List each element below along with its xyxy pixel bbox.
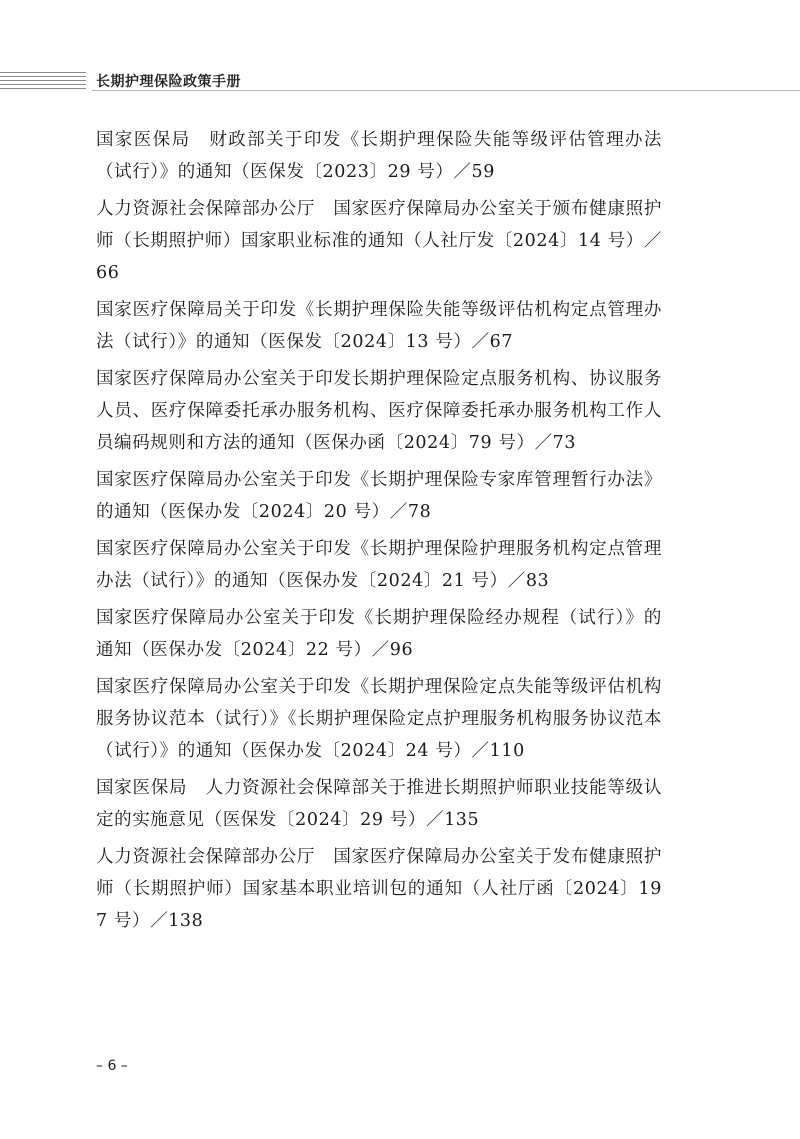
- toc-list: [96, 124, 662, 942]
- toc-entry[interactable]: 国家医保局 人力资源社会保障部关于推进长期照护师职业技能等级认定的实施意见（医保发〔2024〕29 号）／135: [96, 778, 662, 830]
- toc-entry[interactable]: 国家医疗保障局办公室关于印发《长期护理保险经办规程（试行）》的通知（医保办发〔2024〕22 号）／96: [96, 608, 662, 660]
- header-decorative-lines: [0, 72, 86, 90]
- toc-entry[interactable]: 国家医疗保障局关于印发《长期护理保险失能等级评估机构定点管理办法（试行）》的通知（医保发〔2024〕13 号）／67: [96, 300, 662, 352]
- running-header: [0, 70, 800, 92]
- toc-entry[interactable]: 国家医疗保障局办公室关于印发长期护理保险定点服务机构、协议服务人员、医疗保障委托承办服务机构、医疗保障委托承办服务机构工作人员编码规则和方法的通知（医保办函〔2024〕79 号）／73: [96, 369, 662, 453]
- header-title: 长期护理保险政策手册: [96, 74, 241, 90]
- header-rule: [92, 90, 800, 91]
- toc-entry[interactable]: 国家医疗保障局办公室关于印发《长期护理保险专家库管理暂行办法》的通知（医保办发〔2024〕20 号）／78: [96, 470, 662, 522]
- toc-entry[interactable]: 国家医疗保障局办公室关于印发《长期护理保险定点失能等级评估机构服务协议范本（试行）》《长期护理保险定点护理服务机构服务协议范本（试行）》的通知（医保办发〔2024〕24 号）／110: [96, 677, 662, 761]
- page-number: – 6 –: [96, 1058, 128, 1074]
- toc-entry[interactable]: 国家医疗保障局办公室关于印发《长期护理保险护理服务机构定点管理办法（试行）》的通知（医保办发〔2024〕21 号）／83: [96, 539, 662, 591]
- toc-entry[interactable]: 国家医保局 财政部关于印发《长期护理保险失能等级评估管理办法（试行）》的通知（医保发〔2023〕29 号）／59: [96, 130, 662, 182]
- toc-entry[interactable]: 人力资源社会保障部办公厅 国家医疗保障局办公室关于颁布健康照护师（长期照护师）国家职业标准的通知（人社厅发〔2024〕14 号）／66: [96, 199, 662, 283]
- toc-entry[interactable]: 人力资源社会保障部办公厅 国家医疗保障局办公室关于发布健康照护师（长期照护师）国家基本职业培训包的通知（人社厅函〔2024〕197 号）／138: [96, 847, 662, 931]
